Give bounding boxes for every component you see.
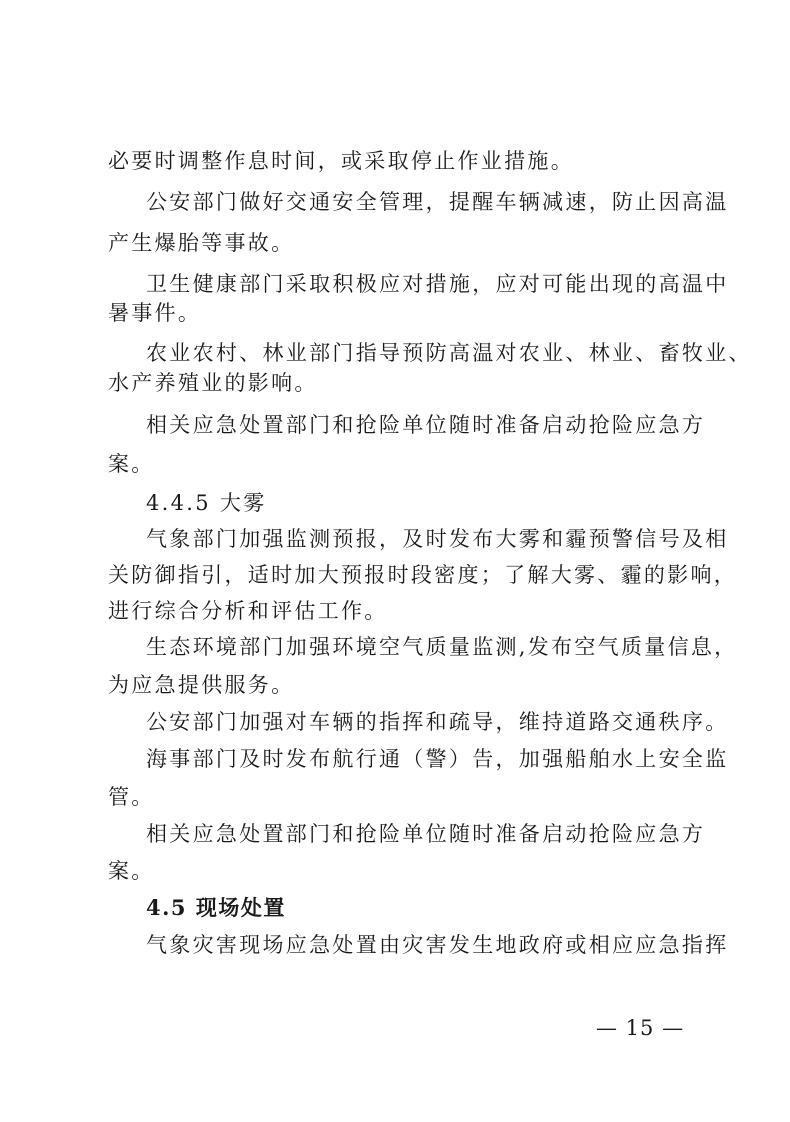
section-heading-4-5: 4.5 现场处置 [146, 895, 286, 920]
text-line-4: 卫生健康部门采取积极应对措施，应对可能出现的高温中 [146, 272, 729, 296]
text-line-6: 农业农村、林业部门指导预防高温对农业、林业、畜牧业、 [146, 341, 752, 365]
text-line-15: 为应急提供服务。 [108, 673, 295, 697]
text-line-18: 管。 [108, 785, 155, 809]
text-line-16: 公安部门加强对车辆的指挥和疏导，维持道路交通秩序。 [146, 710, 729, 734]
text-line-13: 进行综合分析和评估工作。 [108, 599, 388, 623]
text-line-12: 关防御指引，适时加大预报时段密度；了解大雾、霾的影响， [108, 563, 738, 587]
text-line-11: 气象部门加强监测预报，及时发布大雾和霾预警信号及相 [146, 527, 729, 551]
text-line-1: 必要时调整作息时间，或采取停止作业措施。 [108, 149, 574, 173]
text-line-7: 水产养殖业的影响。 [108, 371, 318, 395]
text-line-8: 相关应急处置部门和抢险单位随时准备启动抢险应急方 [146, 413, 706, 437]
text-line-20: 案。 [108, 859, 155, 883]
section-heading-4-4-5: 4.4.5 大雾 [146, 491, 267, 515]
text-line-9: 案。 [108, 452, 155, 476]
page-number: — 15 — [596, 1016, 685, 1040]
text-line-14: 生态环境部门加强环境空气质量监测,发布空气质量信息， [146, 635, 738, 659]
text-line-2: 公安部门做好交通安全管理，提醒车辆减速，防止因高温 [146, 190, 729, 214]
text-line-19: 相关应急处置部门和抢险单位随时准备启动抢险应急方 [146, 822, 706, 846]
text-line-17: 海事部门及时发布航行通（警）告，加强船舶水上安全监 [146, 747, 729, 771]
text-line-22: 气象灾害现场应急处置由灾害发生地政府或相应应急指挥 [146, 933, 729, 957]
text-line-3: 产生爆胎等事故。 [108, 231, 295, 255]
text-line-5: 暑事件。 [108, 301, 202, 325]
